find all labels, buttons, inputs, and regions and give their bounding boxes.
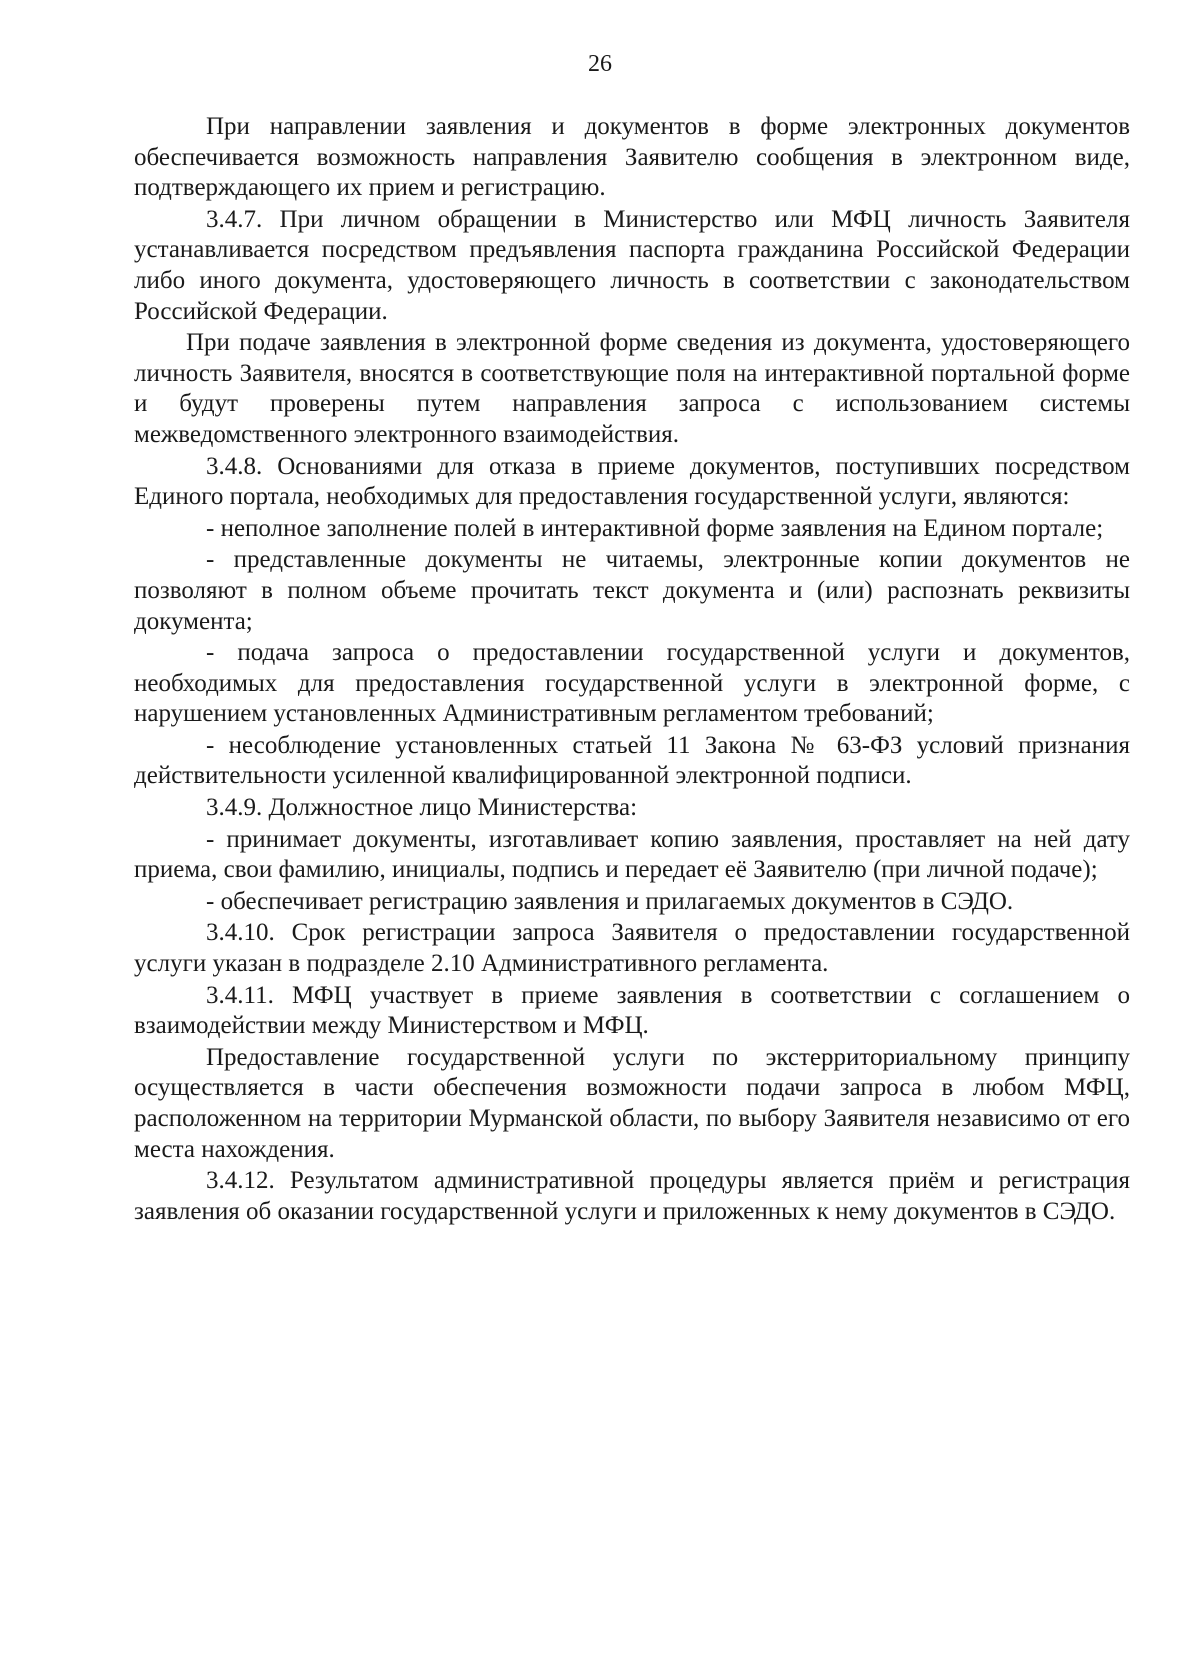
paragraph-electronic-confirmation: При направлении заявления и документов в форме электронных документов обеспечивается возможность направления Заявителю сообщения в электронном виде, подтверждающего их прием и регистрацию. bbox=[134, 113, 1130, 202]
paragraph-3-4-8: 3.4.8. Основаниями для отказа в приеме документов, поступивших посредством Единого портала, необходимых для предоставления государственной услуги, являются: bbox=[134, 452, 1130, 511]
list-item-accepts-documents: - принимает документы, изготавливает копию заявления, проставляет на ней дату приема, свои фамилию, инициалы, подпись и передает её Заявителю (при личной подаче); bbox=[134, 825, 1130, 884]
list-item-signature-conditions: - несоблюдение установленных статьей 11 Закона № 63-ФЗ условий признания действительности усиленной квалифицированной электронной подписи. bbox=[134, 731, 1130, 790]
paragraph-electronic-form-identity: При подаче заявления в электронной форме сведения из документа, удостоверяющего личность Заявителя, вносятся в соответствующие поля на интерактивной портальной форме и будут проверены путем направления запроса с использованием системы межведомственного электронного взаимодействия. bbox=[134, 329, 1130, 448]
list-item-registration: - обеспечивает регистрацию заявления и прилагаемых документов в СЭДО. bbox=[206, 887, 1014, 915]
paragraph-3-4-11: 3.4.11. МФЦ участвует в приеме заявления в соответствии с соглашением о взаимодействии между Министерством и МФЦ. bbox=[134, 981, 1130, 1040]
list-item-unreadable-documents: - представленные документы не читаемы, электронные копии документов не позволяют в полном объеме прочитать текст документа и (или) распознать реквизиты документа; bbox=[134, 546, 1130, 635]
page-number: 26 bbox=[588, 51, 612, 77]
paragraph-3-4-7: 3.4.7. При личном обращении в Министерство или МФЦ личность Заявителя устанавливается посредством предъявления паспорта гражданина Российской Федерации либо иного документа, удостоверяющего личность в соответствии с законодательством Российской Федерации. bbox=[134, 205, 1130, 325]
paragraph-3-4-12: 3.4.12. Результатом административной процедуры является приём и регистрация заявления об оказании государственной услуги и приложенных к нему документов в СЭДО. bbox=[134, 1167, 1130, 1225]
document-body bbox=[134, 112, 1130, 1228]
list-item-requirements-violation: - подача запроса о предоставлении государственной услуги и документов, необходимых для предоставления государственной услуги в электронной форме, с нарушением установленных Административным регламентом требований; bbox=[134, 639, 1130, 728]
list-item-incomplete-fields: - неполное заполнение полей в интерактивной форме заявления на Едином портале; bbox=[206, 514, 1104, 542]
paragraph-3-4-10: 3.4.10. Срок регистрации запроса Заявителя о предоставлении государственной услуги указан в подразделе 2.10 Административного регламента. bbox=[134, 919, 1130, 978]
paragraph-extraterritorial: Предоставление государственной услуги по экстерриториальному принципу осуществляется в части обеспечения возможности подачи запроса в любом МФЦ, расположенном на территории Мурманской области, по выбору Заявителя независимо от его места нахождения. bbox=[134, 1043, 1130, 1163]
paragraph-3-4-9: 3.4.9. Должностное лицо Министерства: bbox=[206, 794, 638, 822]
